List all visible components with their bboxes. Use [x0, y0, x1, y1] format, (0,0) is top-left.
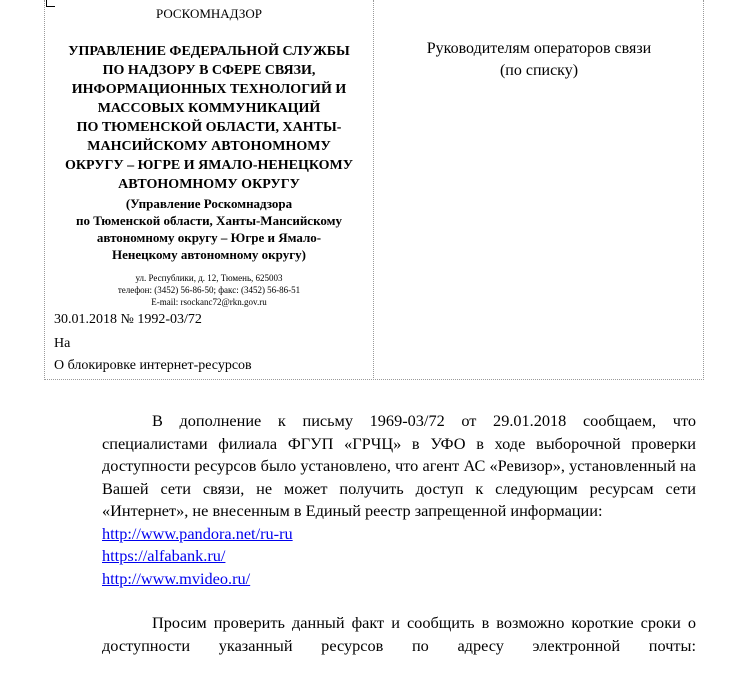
- letter-body: [102, 410, 696, 657]
- email-text: E-mail: rsockanc72@rkn.gov.ru: [151, 297, 267, 307]
- letter-subject: О блокировке интернет-ресурсов: [54, 358, 252, 373]
- resource-link[interactable]: https://alfabank.ru/: [102, 546, 226, 565]
- org-full-line: ПО НАДЗОРУ В СФЕРЕ СВЯЗИ,: [102, 63, 316, 78]
- org-abbr-line: автономному округу – Югре и Ямало-: [96, 230, 322, 245]
- org-full-line: ПО ТЮМЕНСКОЙ ОБЛАСТИ, ХАНТЫ-: [76, 120, 342, 135]
- org-full-line: МАССОВЫХ КОММУНИКАЦИЙ: [97, 101, 321, 116]
- org-full-line: АВТОНОМНОМУ ОКРУГУ: [118, 177, 300, 192]
- addressee-line: (по списку): [499, 62, 579, 79]
- org-abbr-line: по Тюменской области, Ханты-Мансийскому: [75, 213, 343, 228]
- blocked-resources-list: [102, 523, 696, 591]
- org-short-name: РОСКОМНАДЗОР: [156, 6, 262, 21]
- resource-link[interactable]: http://www.mvideo.ru/: [102, 568, 251, 588]
- letterhead-left-column: [44, 0, 374, 380]
- reply-to-field: На: [54, 336, 71, 351]
- registration-number: 30.01.2018 № 1992-03/72: [54, 312, 202, 327]
- body-paragraph-1: В дополнение к письму 1969-03/72 от 29.01.2018 сообщаем, что специалистами филиала ФГУП «ГРЧЦ» в УФО в ходе выборочной проверки доступности ресурсов было установлено, что агент АС «Ревизор», установленный на Вашей сети связи, не может получить доступ к следующим ресурсам сети «Интернет», не внесенным в Единый реестр запрещенной информации:: [102, 411, 696, 520]
- contact-details: [44, 272, 374, 308]
- org-full-line: МАНСИЙСКОМУ АВТОНОМНОМУ: [87, 139, 331, 154]
- phone-text: телефон: (3452) 56-86-50; факс: (3452) 56-86-51: [117, 285, 301, 295]
- address-text: ул. Республики, д. 12, Тюмень, 625003: [135, 273, 283, 283]
- addressee-block: [374, 38, 704, 82]
- org-full-line: ОКРУГУ – ЮГРЕ И ЯМАЛО-НЕНЕЦКОМУ: [64, 158, 354, 173]
- org-full-line: УПРАВЛЕНИЕ ФЕДЕРАЛЬНОЙ СЛУЖБЫ: [68, 44, 350, 59]
- org-abbr-line: (Управление Роскомнадзора: [125, 196, 293, 211]
- resource-link[interactable]: http://www.pandora.net/ru-ru: [102, 523, 293, 543]
- org-full-line: ИНФОРМАЦИОННЫХ ТЕХНОЛОГИЙ И: [71, 82, 347, 97]
- body-paragraph-2: Просим проверить данный факт и сообщить в возможно короткие сроки о доступности указанный ресурсов по адресу электронной почты:: [102, 613, 696, 655]
- addressee-line: Руководителям операторов связи: [426, 40, 652, 57]
- org-abbreviated-name: [44, 195, 374, 263]
- org-full-name: [44, 42, 374, 194]
- org-abbr-line: Ненецкому автономному округу): [112, 247, 306, 262]
